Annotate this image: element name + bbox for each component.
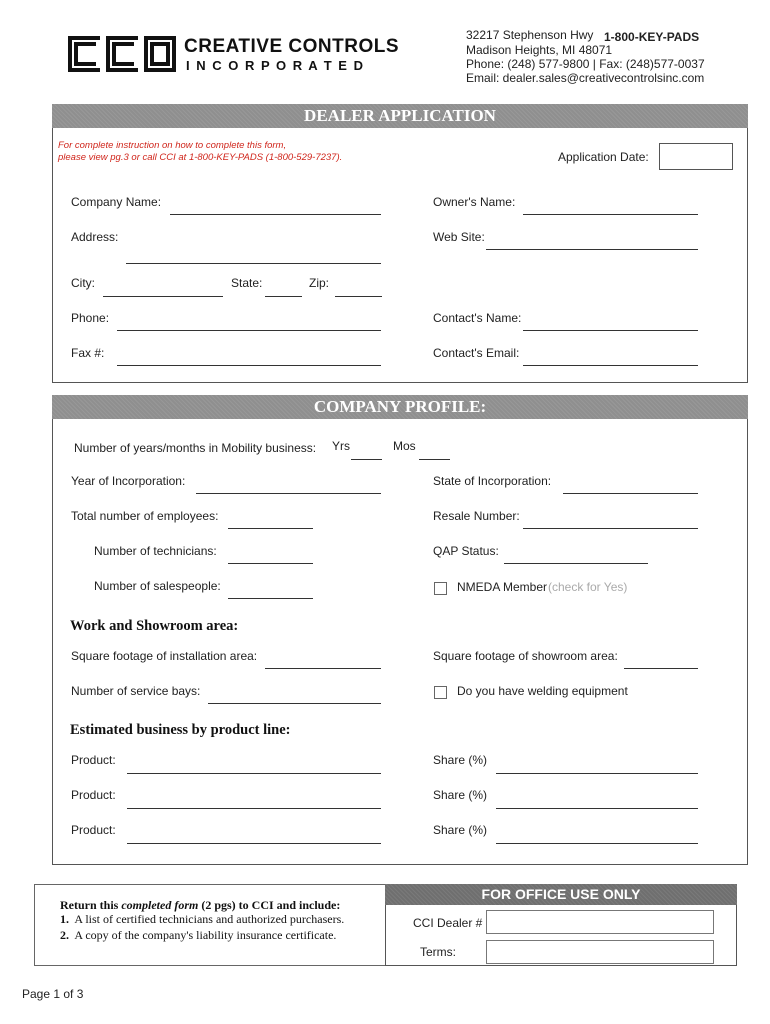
state-inc-label: State of Incorporation: [433, 474, 552, 488]
employees-field[interactable] [228, 528, 313, 529]
salespeople-label: Number of salespeople: [94, 579, 221, 593]
year-inc-field[interactable] [196, 493, 381, 494]
return-item-2 [60, 928, 336, 943]
yrs-field[interactable] [351, 459, 382, 460]
state-inc-field[interactable] [563, 493, 698, 494]
profile-title: COMPANY PROFILE: [52, 395, 748, 419]
share-label-3: Share (%) [433, 823, 488, 837]
yrs-label: Yrs [332, 439, 350, 453]
return-item-1-num: 1. [60, 912, 69, 926]
owners-name-label: Owner's Name: [433, 195, 516, 209]
product-field-1[interactable] [127, 773, 381, 774]
zip-label: Zip: [309, 276, 330, 290]
return-instructions [60, 898, 340, 913]
salespeople-field[interactable] [228, 598, 313, 599]
instruction-line-2: please view pg.3 or call CCI at 1-800-KEY-PADS (1-800-529-7237). [58, 152, 343, 163]
estimated-business-heading: Estimated business by product line: [70, 722, 291, 738]
address-line-1: 32217 Stephenson Hwy [466, 28, 594, 42]
return-item-1-text: A list of certified technicians and authorized purchasers. [74, 912, 345, 926]
address-line-2: Madison Heights, MI 48071 [466, 43, 613, 57]
address-field[interactable] [126, 263, 381, 264]
service-bays-field[interactable] [208, 703, 381, 704]
nmeda-checkbox[interactable] [434, 582, 447, 595]
hotline: 1-800-KEY-PADS [604, 30, 700, 44]
share-field-3[interactable] [496, 843, 698, 844]
service-bays-label: Number of service bays: [71, 684, 201, 698]
contacts-email-field[interactable] [523, 365, 698, 366]
contacts-name-label: Contact's Name: [433, 311, 522, 325]
qap-label: QAP Status: [433, 544, 499, 558]
years-months-label: Number of years/months in Mobility business: [74, 441, 317, 455]
application-date-label: Application Date: [558, 150, 649, 164]
web-site-field[interactable] [486, 249, 698, 250]
zip-field[interactable] [335, 296, 382, 297]
phone-label: Phone: [71, 311, 110, 325]
sq-showroom-field[interactable] [624, 668, 698, 669]
share-label-1: Share (%) [433, 753, 488, 767]
share-field-1[interactable] [496, 773, 698, 774]
phone-field[interactable] [117, 330, 381, 331]
web-site-label: Web Site: [433, 230, 485, 244]
fax-field[interactable] [117, 365, 381, 366]
return-text-a: Return this [60, 898, 122, 912]
welding-label: Do you have welding equipment [457, 684, 628, 698]
company-name-label: Company Name: [71, 195, 162, 209]
return-item-1 [60, 912, 344, 927]
mos-label: Mos [393, 439, 416, 453]
resale-field[interactable] [523, 528, 698, 529]
phone-fax: Phone: (248) 577-9800 | Fax: (248)577-0037 [466, 57, 705, 71]
contacts-name-field[interactable] [523, 330, 698, 331]
return-text-b: completed form [121, 898, 199, 912]
sq-showroom-label: Square footage of showroom area: [433, 649, 618, 663]
brand-name: CREATIVE CONTROLS [184, 36, 400, 57]
sq-install-field[interactable] [265, 668, 381, 669]
brand-subtitle: I N C O R P O R A T E D [186, 58, 365, 73]
address-label: Address: [71, 230, 119, 244]
product-label-1: Product: [71, 753, 116, 767]
sq-install-label: Square footage of installation area: [71, 649, 258, 663]
state-label: State: [231, 276, 263, 290]
application-title: DEALER APPLICATION [52, 104, 748, 128]
city-label: City: [71, 276, 95, 290]
product-field-2[interactable] [127, 808, 381, 809]
technicians-field[interactable] [228, 563, 313, 564]
product-label-2: Product: [71, 788, 116, 802]
company-logo [66, 34, 178, 74]
city-field[interactable] [103, 296, 223, 297]
share-field-2[interactable] [496, 808, 698, 809]
return-text-c: (2 pgs) to CCI and include: [198, 898, 341, 912]
welding-checkbox[interactable] [434, 686, 447, 699]
page-number: Page 1 of 3 [22, 987, 84, 1001]
share-label-2: Share (%) [433, 788, 488, 802]
nmeda-label: NMEDA Member [457, 580, 548, 594]
cci-dealer-input[interactable] [486, 910, 714, 934]
terms-input[interactable] [486, 940, 714, 964]
qap-field[interactable] [504, 563, 648, 564]
office-title: FOR OFFICE USE ONLY [385, 884, 737, 905]
company-name-field[interactable] [170, 214, 381, 215]
product-label-3: Product: [71, 823, 116, 837]
mos-field[interactable] [419, 459, 450, 460]
return-item-2-text: A copy of the company's liability insurance certificate. [74, 928, 337, 942]
resale-label: Resale Number: [433, 509, 520, 523]
cci-dealer-label: CCI Dealer # [413, 916, 483, 930]
return-item-2-num: 2. [60, 928, 69, 942]
fax-label: Fax #: [71, 346, 105, 360]
owners-name-field[interactable] [523, 214, 698, 215]
work-showroom-heading: Work and Showroom area: [70, 618, 239, 634]
technicians-label: Number of technicians: [94, 544, 217, 558]
nmeda-hint: (check for Yes) [548, 580, 628, 594]
terms-label: Terms: [420, 945, 456, 959]
email: Email: dealer.sales@creativecontrolsinc.com [466, 71, 705, 85]
product-field-3[interactable] [127, 843, 381, 844]
year-inc-label: Year of Incorporation: [71, 474, 186, 488]
instruction-line-1: For complete instruction on how to complete this form, [58, 140, 287, 151]
state-field[interactable] [265, 296, 302, 297]
employees-label: Total number of employees: [71, 509, 219, 523]
contacts-email-label: Contact's Email: [433, 346, 520, 360]
application-date-input[interactable] [659, 143, 733, 170]
